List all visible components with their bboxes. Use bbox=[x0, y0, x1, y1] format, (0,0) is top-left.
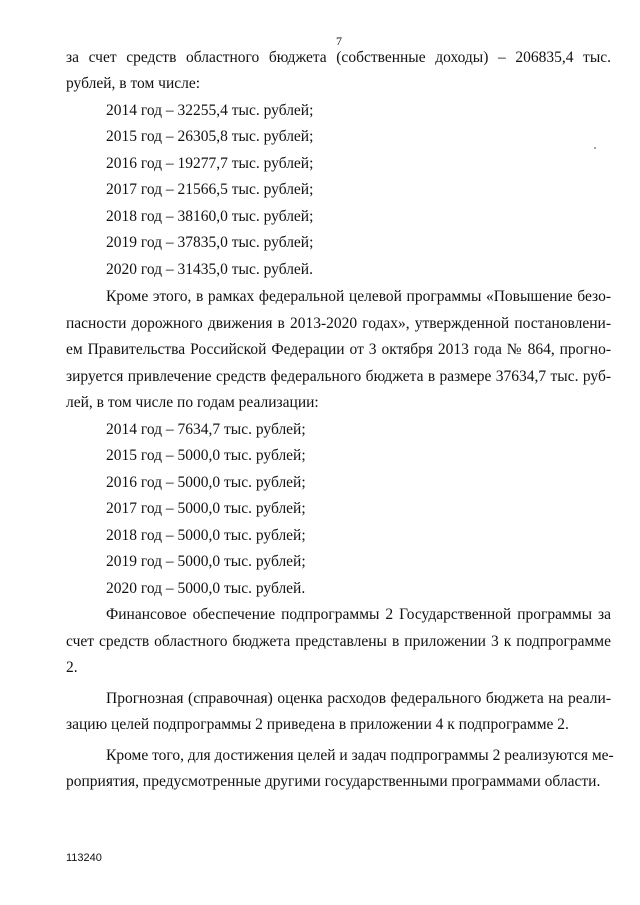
regional-budget-year-item: 2020 год – 31435,0 тыс. рублей. bbox=[106, 261, 313, 278]
federal-budget-year-item: 2018 год – 5000,0 тыс. рублей; bbox=[106, 527, 306, 544]
federal-program-paragraph-line: лей, в том числе по годам реализации: bbox=[66, 394, 319, 411]
federal-budget-year-item: 2017 год – 5000,0 тыс. рублей; bbox=[106, 500, 306, 517]
forecast-paragraph-line: Прогнозная (справочная) оценка расходов федерального бюджета на реали- bbox=[106, 690, 611, 707]
federal-budget-year-item: 2016 год – 5000,0 тыс. рублей; bbox=[106, 474, 306, 491]
federal-budget-year-item: 2014 год – 7634,7 тыс. рублей; bbox=[106, 421, 306, 438]
financing-paragraph-line: Финансовое обеспечение подпрограммы 2 Государственной программы за bbox=[106, 606, 611, 623]
federal-program-paragraph-line: ем Правительства Российской Федерации от 3 октября 2013 года № 864, прогно- bbox=[66, 341, 611, 358]
budget-intro-line: за счет средств областного бюджета (собственные доходы) – 206835,4 тыс. bbox=[66, 49, 611, 66]
federal-budget-year-item: 2020 год – 5000,0 тыс. рублей. bbox=[106, 580, 306, 597]
federal-budget-year-item: 2015 год – 5000,0 тыс. рублей; bbox=[106, 447, 306, 464]
scan-speck bbox=[594, 147, 596, 149]
regional-budget-year-item: 2018 год – 38160,0 тыс. рублей; bbox=[106, 208, 314, 225]
regional-budget-year-item: 2015 год – 26305,8 тыс. рублей; bbox=[106, 128, 314, 145]
forecast-paragraph-line: зацию целей подпрограммы 2 приведена в приложении 4 к подпрограмме 2. bbox=[66, 716, 569, 733]
federal-program-paragraph-line: пасности дорожного движения в 2013-2020 годах», утвержденной постановлени- bbox=[66, 315, 611, 332]
other-programs-paragraph-line: Кроме того, для достижения целей и задач подпрограммы 2 реализуются ме- bbox=[106, 747, 614, 764]
federal-program-paragraph-line: зируется привлечение средств федерального бюджета в размере 37634,7 тыс. руб- bbox=[66, 368, 611, 385]
document-code: 113240 bbox=[66, 852, 102, 864]
page-number: 7 bbox=[336, 34, 342, 48]
regional-budget-year-item: 2014 год – 32255,4 тыс. рублей; bbox=[106, 102, 314, 119]
other-programs-paragraph-line: роприятия, предусмотренные другими государственными программами области. bbox=[66, 773, 601, 790]
financing-paragraph-line: счет средств областного бюджета представлены в приложении 3 к подпрограмме bbox=[66, 633, 611, 650]
budget-intro-line: рублей, в том числе: bbox=[66, 75, 201, 92]
regional-budget-year-item: 2016 год – 19277,7 тыс. рублей; bbox=[106, 155, 314, 172]
regional-budget-year-item: 2019 год – 37835,0 тыс. рублей; bbox=[106, 234, 314, 251]
federal-program-paragraph-line: Кроме этого, в рамках федеральной целевой программы «Повышение безо- bbox=[106, 288, 611, 305]
federal-budget-year-item: 2019 год – 5000,0 тыс. рублей; bbox=[106, 553, 306, 570]
regional-budget-year-item: 2017 год – 21566,5 тыс. рублей; bbox=[106, 181, 314, 198]
financing-paragraph-line: 2. bbox=[66, 659, 78, 676]
